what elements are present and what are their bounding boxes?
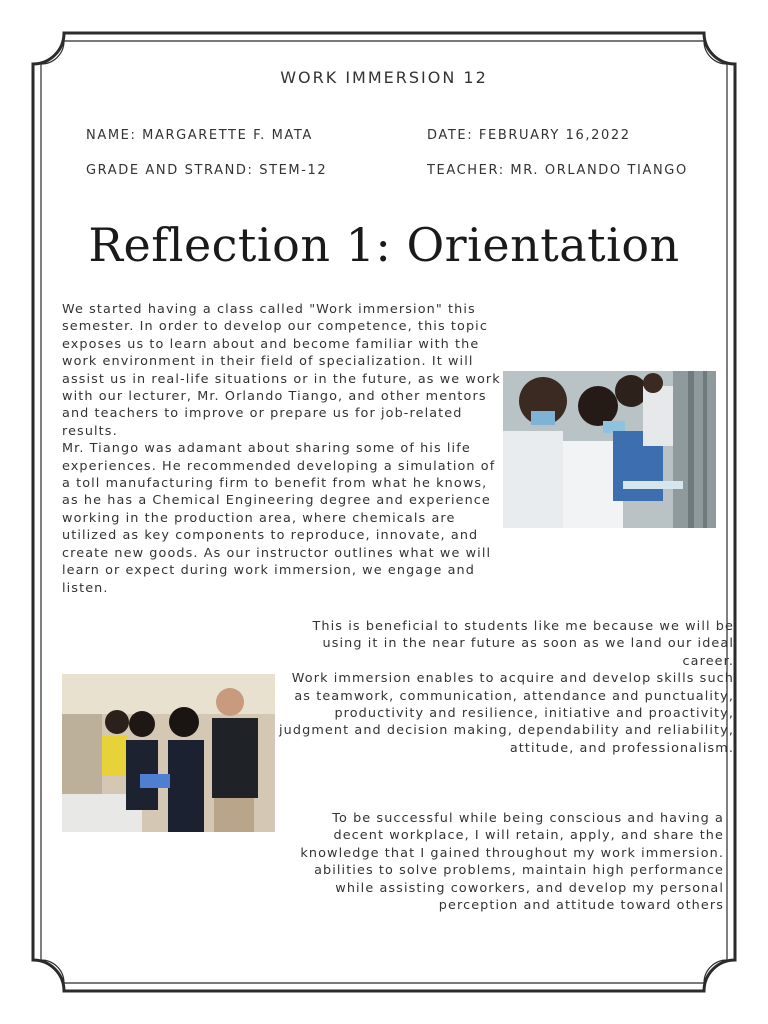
page-title: Reflection 1: Orientation <box>88 218 680 272</box>
reflection-paragraph-1 <box>62 301 506 597</box>
lab-photo-1 <box>503 371 716 528</box>
reflection-paragraph-3 <box>292 810 724 914</box>
grade-and-strand: GRADE AND STRAND: STEM-12 <box>86 163 328 178</box>
document-header: WORK IMMERSION 12 <box>280 68 488 87</box>
paragraph-text: To be successful while being conscious and having a decent workplace, I will retain, apply, and share the knowledge that I gained throughout my work immersion. abilities to solve problems, maintain high performance while assisting coworkers, and develop my personal perception and attitude toward others <box>300 811 724 914</box>
paragraph-text: Mr. Tiango was adamant about sharing some of his life experiences. He recommended developing a simulation of a toll manufacturing firm to benefit from what he knows, as he has a Chemical Engineering degree and experience working in the production area, where chemicals are utilized as key components to reproduce, innovate, and create new goods. As our instructor outlines what we will learn or expect during work immersion, we engage and listen. <box>62 441 496 596</box>
group-photo-2 <box>62 674 275 832</box>
reflection-paragraph-2 <box>278 618 734 757</box>
paragraph-text: This is beneficial to students like me because we will be using it in the near future as soon as we land our ideal career. <box>312 619 734 669</box>
student-name: NAME: MARGARETTE F. MATA <box>86 128 313 143</box>
teacher: TEACHER: MR. ORLANDO TIANGO <box>427 163 688 178</box>
date: DATE: FEBRUARY 16,2022 <box>427 128 631 143</box>
paragraph-text: Work immersion enables to acquire and develop skills such as teamwork, communication, attendance and punctuality, productivity and resilience, initiative and proactivity, judgment and decision making, dependability and reliability, attitude, and professionalism. <box>279 671 734 756</box>
paragraph-text: We started having a class called "Work immersion" this semester. In order to develop our competence, this topic exposes us to learn about and become familiar with the work environment in their field of specialization. It will assist us in real-life situations or in the future, as we work with our lecturer, Mr. Orlando Tiango, and other mentors and teachers to improve or prepare us for job-related results. <box>62 302 501 439</box>
